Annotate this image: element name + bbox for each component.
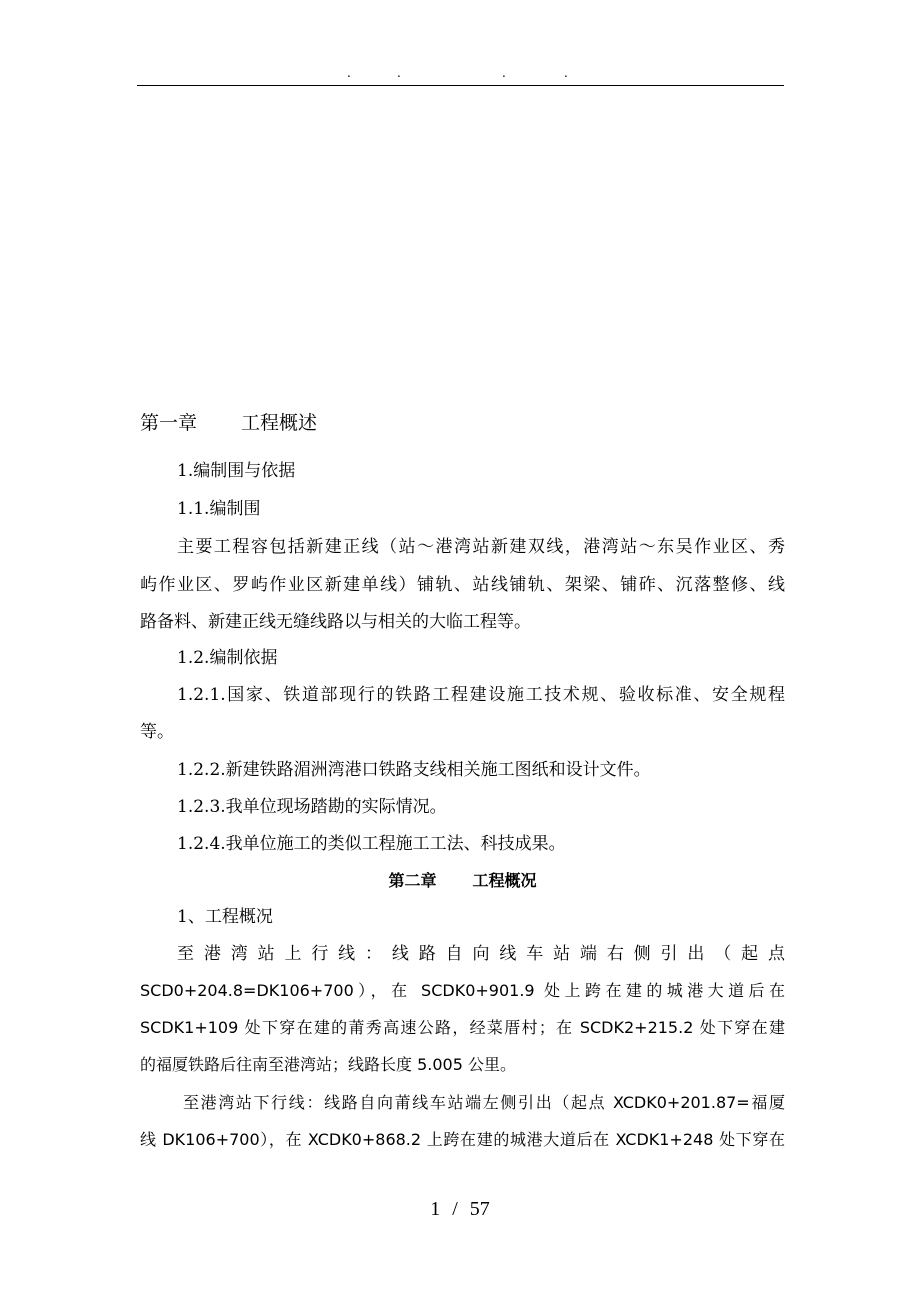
header-dots <box>140 66 784 82</box>
page-footer <box>0 1198 920 1221</box>
chapter-2-number: 第二章 <box>388 871 437 890</box>
subsection-heading: 1.1.编制围 <box>177 499 261 519</box>
chapter-2-heading <box>140 869 785 893</box>
header-dot: . <box>502 66 506 80</box>
subsection-heading: 1.2.编制依据 <box>177 648 278 668</box>
paragraph-line: 至港湾站下行线：线路自向莆线车站端左侧引出（起点 XCDK0+201.87=福厦 <box>183 1093 785 1112</box>
paragraph-line: 1.2.2.新建铁路湄洲湾港口铁路支线相关施工图纸和设计文件。 <box>177 760 651 780</box>
header-rule <box>137 85 784 86</box>
section-heading: 1.编制围与依据 <box>177 461 296 481</box>
paragraph-line: 等。 <box>140 722 174 742</box>
paragraph-line: 路备料、新建正线无缝线路以与相关的大临工程等。 <box>140 612 531 632</box>
chapter-1-heading <box>140 411 785 435</box>
chapter-1-number: 第一章 <box>140 412 198 434</box>
paragraph-line: 屿作业区、罗屿作业区新建单线）铺轨、站线铺轨、架梁、铺砟、沉落整修、线 <box>140 575 785 595</box>
paragraph-line: 主要工程容包括新建正线（站～港湾站新建双线，港湾站～东吴作业区、秀 <box>177 537 785 557</box>
section-heading: 1、工程概况 <box>177 907 273 927</box>
paragraph-line: 1.2.1.国家、铁道部现行的铁路工程建设施工技术规、验收标准、安全规程 <box>177 685 785 705</box>
paragraph-line: SCDK1+109 处下穿在建的莆秀高速公路，经菜厝村；在 SCDK2+215.2 处下穿在建 <box>140 1018 785 1037</box>
page-separator: / <box>452 1198 458 1220</box>
paragraph-line: 1.2.4.我单位施工的类似工程施工工法、科技成果。 <box>177 834 566 854</box>
paragraph-line: 的福厦铁路后往南至港湾站；线路长度 5.005 公里。 <box>140 1055 516 1074</box>
page-total: 57 <box>469 1198 490 1220</box>
header-dot: . <box>564 66 568 80</box>
paragraph-line: 1.2.3.我单位现场踏勘的实际情况。 <box>177 797 447 817</box>
paragraph-line: 至港湾站上行线：线路自向线车站端右侧引出（起点 <box>177 944 785 964</box>
paragraph-line: 线 DK106+700），在 XCDK0+868.2 上跨在建的城港大道后在 XCDK1+248 处下穿在 <box>140 1130 785 1149</box>
page-number: 1 <box>430 1198 441 1220</box>
header-dot: . <box>347 66 351 80</box>
paragraph-line: SCD0+204.8=DK106+700），在 SCDK0+901.9 处上跨在建的城港大道后在 <box>140 981 785 1000</box>
header-dot: . <box>397 66 401 80</box>
chapter-1-title: 工程概述 <box>241 412 318 434</box>
chapter-2-title: 工程概况 <box>472 871 537 890</box>
